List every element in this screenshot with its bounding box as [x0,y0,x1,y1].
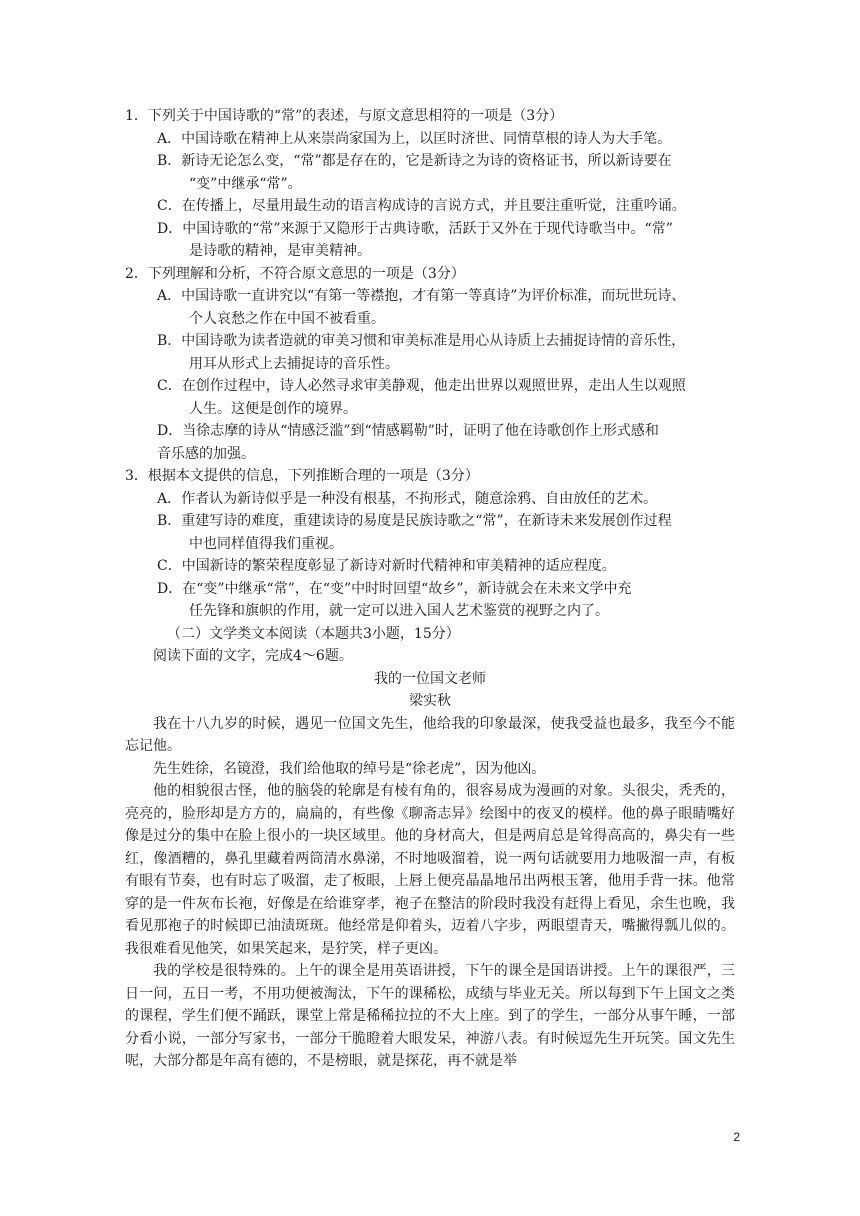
question-3-option-a: A．作者认为新诗似乎是一种没有根基，不拘形式，随意涂鸦、自由放任的艺术。 [157,490,658,507]
question-2-stem: 2．下列理解和分析，不符合原文意思的一项是（3分） [125,265,465,282]
article-paragraph-3: 他的相貌很古怪，他的脑袋的轮廓是有棱有角的，很容易成为漫画的对象。头很尖，秃秃的，亮亮的，脸形却是方方的，扁扁的，有些像《聊斋志异》绘图中的夜叉的模样。他的鼻子眼睛嘴好像是过分的集中在脸上很小的一块区域里。他的身材高大，但是两肩总是耸得高高的，鼻尖有一些红，像酒糟的，鼻孔里藏着两筒清水鼻涕，不时地吸溜着，说一两句话就要用力地吸溜一声，有板有眼有节奏，也有时忘了吸溜，走了板眼，上唇上便亮晶晶地吊出两根玉箸，他用手背一抹。他常穿的是一件灰布长袍，好像是在给谁穿孝，袍子在整洁的阶段时我没有赶得上看见，余生也晚，我看见那袍子的时候即已油渍斑斑。他经常是仰着头，迈着八字步，两眼望青天，嘴撇得瓢儿似的。我很难看见他笑，如果笑起来，是狞笑，样子更凶。 [125,783,735,957]
section-heading: （二）文学类文本阅读（本题共3小题，15分） [167,625,460,642]
question-1-option-d-cont: 是诗歌的精神，是审美精神。 [189,243,371,259]
question-3-option-b-cont: 中也同样值得我们重视。 [189,535,343,552]
question-2-option-b-cont: 用耳从形式上去捕捉诗的音乐性。 [189,355,399,372]
question-1-option-a: A．中国诗歌在精神上从来崇尚家国为上，以匡时济世、同情草根的诗人为大手笔。 [157,130,672,147]
question-2-option-d: D．当徐志摩的诗从“情感泛滥”到“情感羁勒”时，证明了他在诗歌创作上形式感和 [157,423,659,439]
question-3-option-b: B．重建写诗的难度，重建读诗的易度是民族诗歌之“常”，在新诗未来发展创作过程 [157,513,672,529]
question-1-option-d: D．中国诗歌的“常”来源于又隐形于古典诗歌，活跃于又外在于现代诗歌当中。“常” [157,220,673,237]
article-author: 梁实秋 [409,693,451,709]
question-3-option-c: C．中国新诗的繁荣程度彰显了新诗对新时代精神和审美精神的适应程度。 [157,558,616,574]
question-3-stem: 3．根据本文提供的信息，下列推断合理的一项是（3分） [125,468,479,484]
question-2-option-a: A．中国诗歌一直讲究以“有第一等襟抱，才有第一等真诗”为评价标准，而玩世玩诗、 [157,288,686,304]
question-2-option-c: C．在创作过程中，诗人必然寻求审美静观，他走出世界以观照世界，走出人生以观照 [157,378,686,394]
article-paragraph-4: 我的学校是很特殊的。上午的课全是用英语讲授，下午的课全是国语讲授。上午的课很严，三日一问，五日一考，不用功便被淘汰，下午的课稀松，成绩与毕业无关。所以每到下午上国文之类的课程，学生们便不踊跃，课堂上常是稀稀拉拉的不大上座。到了的学生，一部分从事午睡，一部分看小说，一部分写家书，一部分干脆瞪着大眼发呆，神游八表。有时候逗先生开玩笑。国文先生呢，大部分都是年高有德的，不是榜眼，就是探花，再不就是举 [125,963,735,1069]
question-2-option-d-cont: 音乐感的加强。 [157,445,255,462]
question-1-option-b: B．新诗无论怎么变，“常”都是存在的，它是新诗之为诗的资格证书，所以新诗要在 [157,153,672,169]
article-paragraph-1: 我在十八九岁的时候，遇见一位国文先生，他给我的印象最深，使我受益也最多，我至今不能忘记他。 [125,715,735,754]
question-1-stem: 1．下列关于中国诗歌的“常”的表述，与原文意思相符的一项是（3分） [125,108,564,124]
question-2-option-c-cont: 人生。这便是创作的境界。 [189,400,357,417]
article-title: 我的一位国文老师 [374,670,486,687]
reading-instruction: 阅读下面的文字，完成4～6题。 [153,648,353,664]
article-paragraph-2: 先生姓徐，名镜澄，我们给他取的绰号是“徐老虎”，因为他凶。 [153,760,546,777]
question-3-option-d: D．在“变”中继承“常”，在“变”中时时回望“故乡”，新诗就会在未来文学中充 [157,580,632,597]
page-number: 2 [733,1130,740,1144]
page-content [125,105,735,1073]
question-3-option-d-cont: 任先锋和旗帜的作用，就一定可以进入国人艺术鉴赏的视野之内了。 [189,603,609,619]
question-1-option-c: C．在传播上，尽量用最生动的语言构成诗的言说方式，并且要注重听觉，注重吟诵。 [157,198,686,214]
question-2-option-a-cont: 个人哀愁之作在中国不被看重。 [189,310,385,327]
question-1-option-b-cont: “变”中继承“常”。 [189,175,302,192]
question-2-option-b: B．中国诗歌为读者造就的审美习惯和审美标准是用心从诗质上去捕捉诗情的音乐性， [157,333,686,349]
